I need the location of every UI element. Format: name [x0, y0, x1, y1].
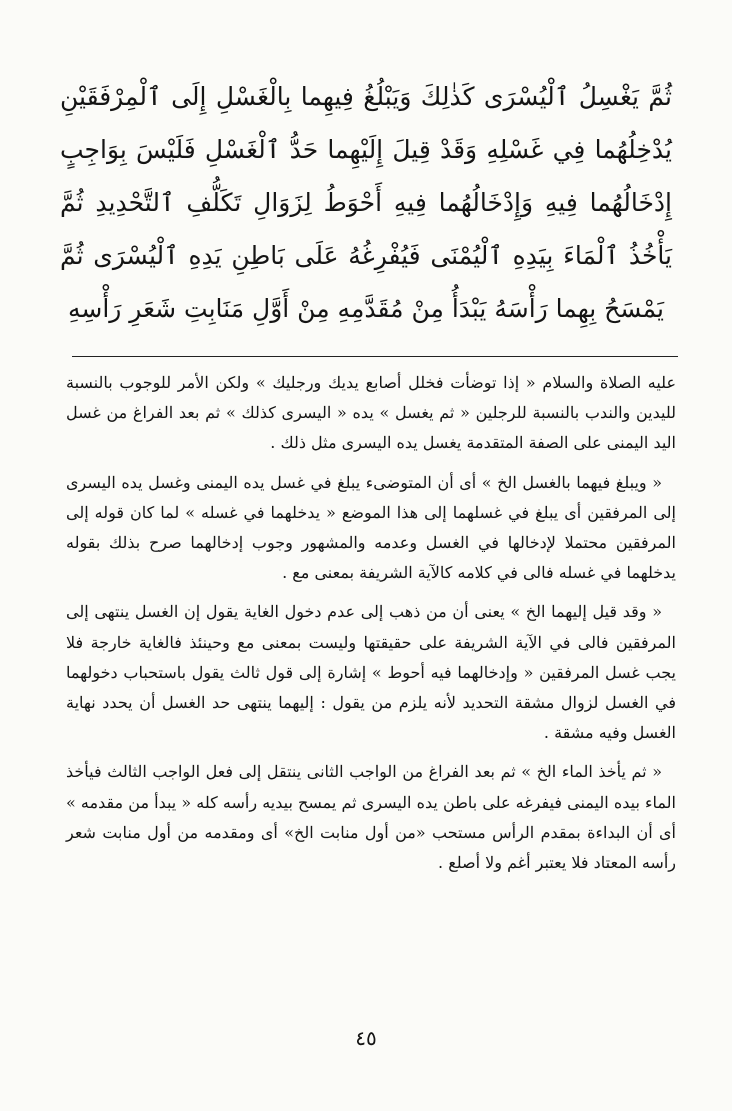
commentary-paragraph: « ثم يأخذ الماء الخ » ثم بعد الفراغ من الواجب الثانى ينتقل إلى فعل الواجب الثالث فيأخذ الماء بيده اليمنى فيفرغه على باطن يده اليسرى ثم يمسح بيديه رأسه كله « يبدأ من مقدمه » أى أن البداءة بمقدم الرأس مستحب «من أول منابت الخ» أى ومقدمه من أول منابت شعر رأسه المعتاد فلا يعتبر أغم ولا أصلع .	[66, 762, 677, 873]
commentary-paragraph: عليه الصلاة والسلام « إذا توضأت فخلل أصابع يديك ورجليك » ولكن الأمر للوجوب بالنسبة لليدين والندب بالنسبة للرجلين « ثم يغسل » يده « اليسرى كذلك » ثم بعد الفراغ من غسل اليد اليمنى على الصفة المتقدمة يغسل يده اليسرى مثل ذلك .	[66, 373, 676, 453]
page-number: ٤٥	[355, 1026, 377, 1050]
separator-rule	[72, 356, 678, 357]
matn-text: ثُمَّ يَغْسِلُ ٱلْيُسْرَى كَذٰلِكَ وَيَبْلُغُ فِيهِما بِالْغَسْلِ إِلَى ٱلْمِرْفَقَيْنِ يُدْخِلُهُما فِي غَسْلِهِ وَقَدْ قِيلَ إِلَيْهِما حَدُّ ٱلْغَسْلِ فَلَيْسَ بِوَاجِبٍ إِدْخَالُهُما فِيهِ وَإِدْخَالُهُما فِيهِ أَحْوَطُ لِزَوَالِ تَكَلُّفِ ٱلتَّحْدِيدِ ثُمَّ يَأْخُذُ ٱلْمَاءَ بِيَدِهِ ٱلْيُمْنَى فَيُفْرِغُهُ عَلَى بَاطِنِ يَدِهِ ٱلْيُسْرَى ثُمَّ يَمْسَحُ بِهِما رَأْسَهُ يَبْدَأُ مِنْ مُقَدَّمِهِ مِنْ أَوَّلِ مَنَابِتِ شَعَرِ رَأْسِهِ	[60, 82, 672, 323]
commentary-paragraph: « وقد قيل إليهما الخ » يعنى أن من ذهب إلى عدم دخول الغاية يقول إن الغسل ينتهى إلى المرفقين فالى في الآية الشريفة على حقيقتها وليست بمعنى مع وحينئذ فالغاية خارجة فلا يجب غسل المرفقين « وإدخالهما فيه أحوط » إشارة إلى قول ثالث يقول باستحباب دخولهما في الغسل لزوال مشقة التحديد لأنه يلزم من يقول : إليهما ينتهى حد الغسل أن يحدد نهاية الغسل وفيه مشقة .	[66, 602, 677, 743]
commentary-paragraph: « ويبلغ فيهما بالغسل الخ » أى أن المتوضىء يبلغ في غسل يده اليمنى وغسل يده اليسرى إلى المرفقين أى يبلغ في غسلهما إلى هذا الموضع « يدخلهما في غسله » لما كان قوله إلى المرفقين محتملا لإدخالها في الغسل وعدمه والمشهور وجوب إدخالهما صرح بذلك بقوله يدخلهما في غسله فالى في كلامه كالآية الشريفة بمعنى مع .	[66, 472, 676, 583]
commentary	[66, 368, 676, 887]
